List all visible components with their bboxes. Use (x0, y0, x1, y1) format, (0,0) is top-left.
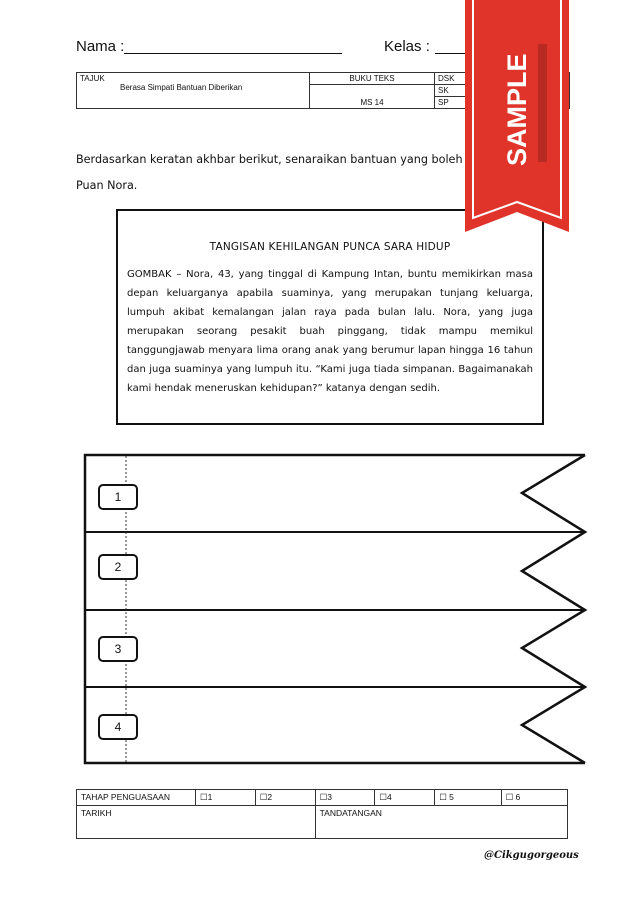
sample-watermark-text: SAMPLE (502, 53, 532, 166)
credit-signature: @Cikgugorgeous (484, 850, 579, 861)
answer-area-4[interactable] (142, 689, 517, 761)
sample-watermark-ribbon (462, 0, 572, 240)
answer-number-2: 2 (98, 554, 138, 580)
answer-number-4: 4 (98, 714, 138, 740)
kelas-label: Kelas : (384, 38, 430, 55)
tandatangan-cell[interactable] (315, 806, 567, 839)
tandatangan-label: TANDATANGAN (319, 808, 382, 818)
news-title: TANGISAN KEHILANGAN PUNCA SARA HIDUP (209, 241, 451, 253)
tarikh-cell[interactable] (77, 806, 316, 839)
answer-area-3[interactable] (142, 612, 517, 685)
nama-label: Nama : (76, 38, 125, 55)
tahap-label: TAHAP PENGUASAAN (77, 790, 196, 806)
instruction-line-2: Puan Nora. (76, 179, 138, 192)
level-5[interactable]: ☐ 5 (435, 790, 501, 806)
level-6[interactable]: ☐ 6 (501, 790, 567, 806)
footer-table (76, 789, 568, 839)
news-body: GOMBAK – Nora, 43, yang tinggal di Kampung Intan, buntu memikirkan masa depan keluarganya apabila suaminya, yang merupakan tunjang keluarga, lumpuh akibat kemalangan jalan raya pada bulan lalu. Nora, yang juga merupakan seorang pesakit buah pinggang, tidak mampu memikul tanggungjawab menyara lima orang anak yang berumur lapan hingga 16 tahun dan juga suaminya yang lumpuh itu. “Kami juga tiada simpanan. Bagaimanakah kami hendak meneruskan kehidupan?” katanya dengan sedih. (127, 269, 533, 394)
level-4[interactable]: ☐4 (375, 790, 435, 806)
sk-label: SK (435, 85, 570, 97)
answer-number-1: 1 (98, 484, 138, 510)
tarikh-label: TARIKH (81, 808, 112, 818)
buku-teks-label: BUKU TEKS (310, 73, 435, 85)
answer-area-1[interactable] (142, 458, 517, 530)
level-1[interactable]: ☐1 (196, 790, 256, 806)
ms-value: MS 14 (310, 85, 435, 109)
dsk-label: DSK (435, 73, 570, 85)
sp-label: SP (435, 97, 570, 109)
answer-number-3: 3 (98, 636, 138, 662)
instruction-line-1: Berdasarkan keratan akhbar berikut, senaraikan bantuan yang boleh (76, 153, 463, 166)
level-3[interactable]: ☐3 (315, 790, 375, 806)
level-2[interactable]: ☐2 (255, 790, 315, 806)
tajuk-value: Berasa Simpati Bantuan Diberikan (120, 83, 243, 92)
answer-area-2[interactable] (142, 534, 517, 608)
tajuk-label: TAJUK (80, 74, 105, 83)
ribbon-vertical-strip (538, 44, 547, 162)
